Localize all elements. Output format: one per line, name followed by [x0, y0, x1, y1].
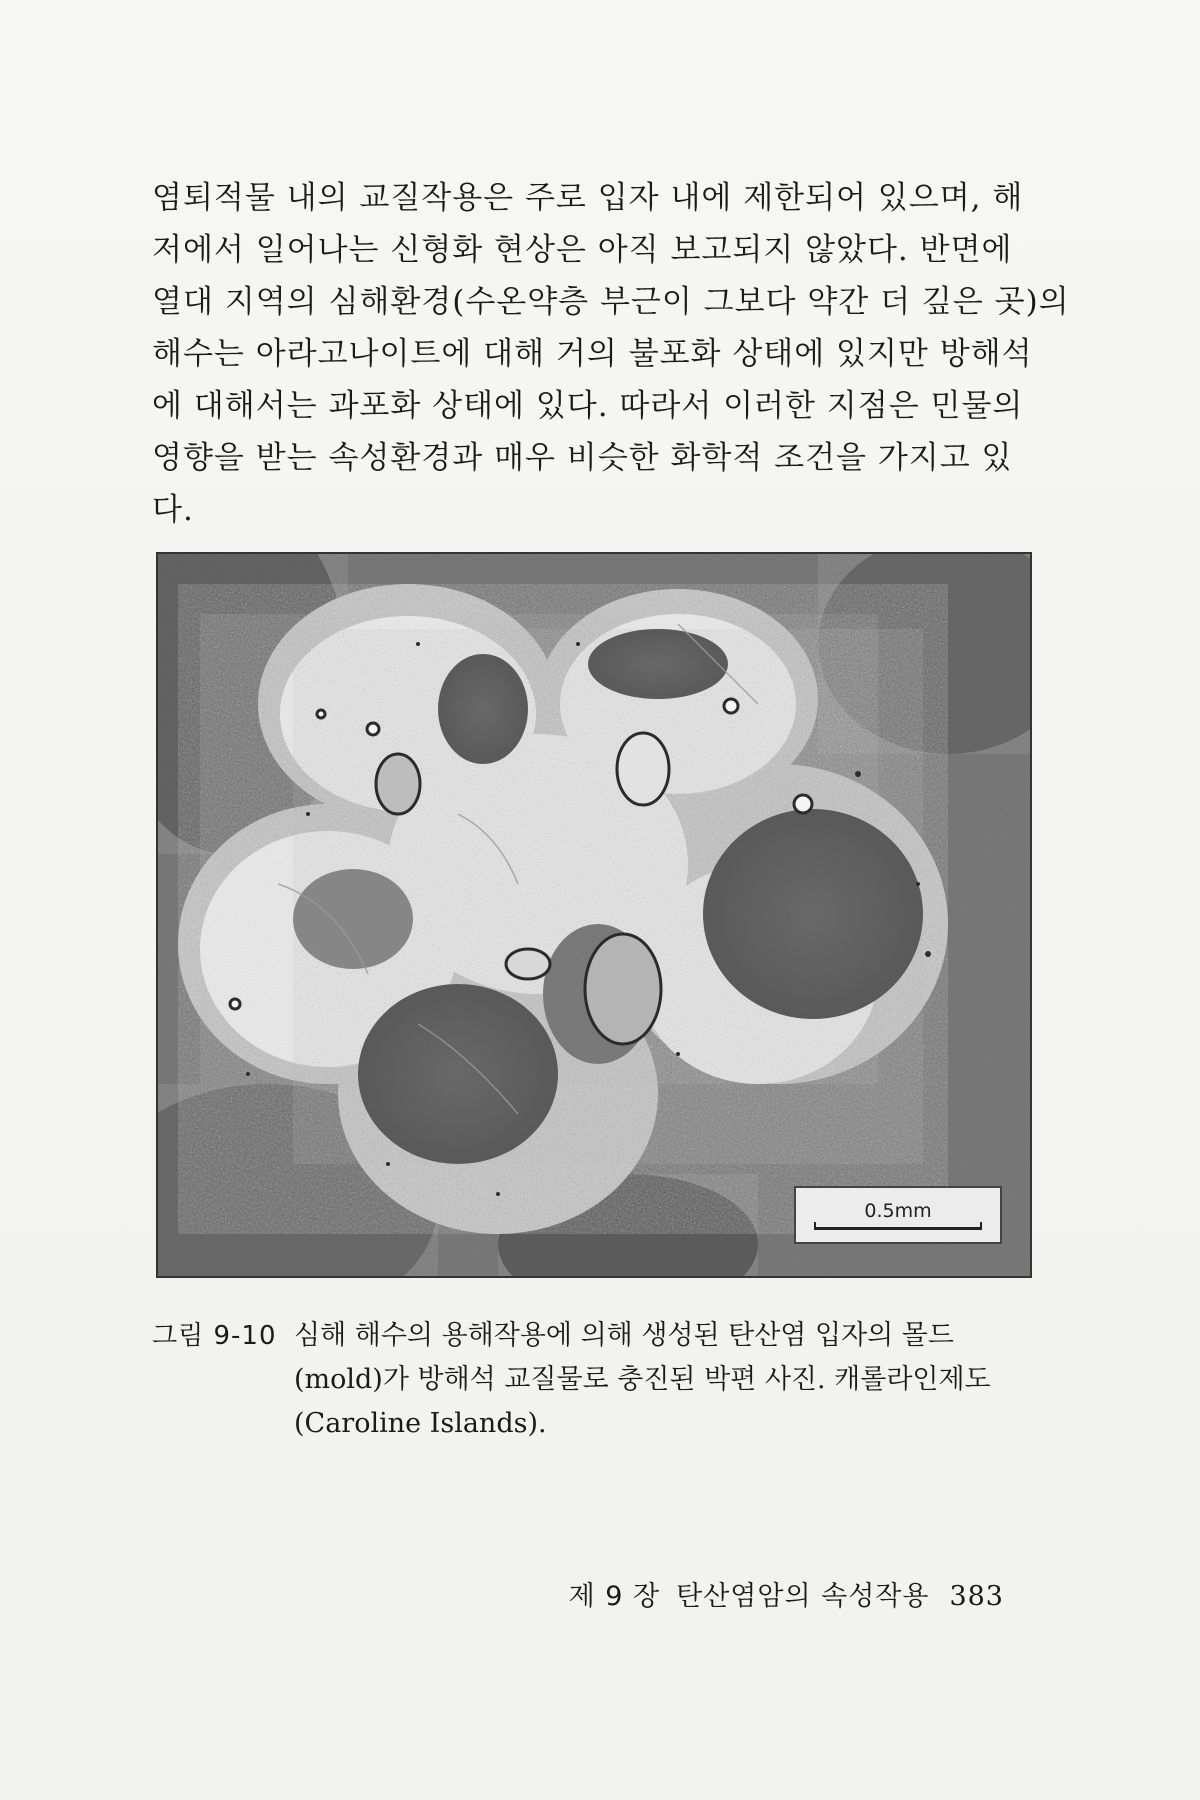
- body-paragraph: [152, 172, 1070, 536]
- chapter-title: 탄산염암의 속성작용: [676, 1581, 930, 1612]
- body-line: 다.: [152, 492, 194, 528]
- chapter-label: 제 9 장: [568, 1581, 661, 1612]
- caption-line: (Caroline Islands).: [294, 1408, 547, 1439]
- page-footer: [569, 1574, 1004, 1613]
- page-number: 383: [949, 1581, 1004, 1612]
- scale-label: 0.5mm: [864, 1200, 932, 1222]
- body-line: 영향을 받는 속성환경과 매우 비슷한 화학적 조건을 가지고 있: [152, 440, 1013, 476]
- body-line: 저에서 일어나는 신형화 현상은 아직 보고되지 않았다. 반면에: [152, 232, 1013, 268]
- caption-line: 심해 해수의 용해작용에 의해 생성된 탄산염 입자의 몰드: [294, 1320, 954, 1351]
- caption-line: (mold)가 방해석 교질물로 충진된 박편 사진. 캐롤라인제도: [294, 1364, 991, 1395]
- body-line: 해수는 아라고나이트에 대해 거의 불포화 상태에 있지만 방해석: [152, 336, 1033, 372]
- caption-text: [294, 1314, 1032, 1446]
- body-line: 염퇴적물 내의 교질작용은 주로 입자 내에 제한되어 있으며, 해: [152, 180, 1024, 216]
- body-line: 에 대해서는 과포화 상태에 있다. 따라서 이러한 지점은 민물의: [152, 388, 1024, 424]
- micrograph-image: [158, 554, 1030, 1276]
- scale-bar: [814, 1222, 982, 1230]
- caption-label: 그림 9-10: [152, 1321, 277, 1351]
- body-line: 열대 지역의 심해환경(수온약층 부근이 그보다 약간 더 깊은 곳)의: [152, 284, 1070, 320]
- scale-bar-box: [794, 1186, 1002, 1244]
- thin-section-micrograph: [156, 552, 1032, 1278]
